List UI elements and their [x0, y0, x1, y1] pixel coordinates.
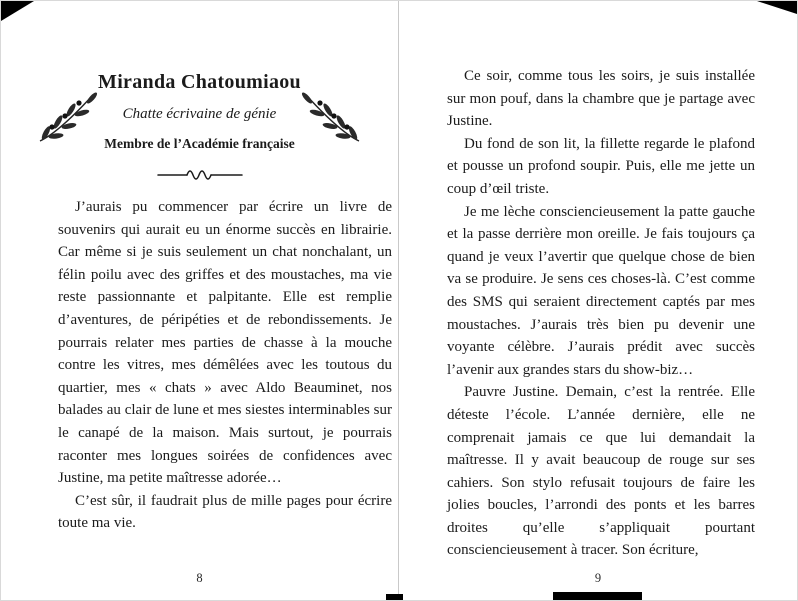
- page-number-left: 8: [196, 571, 203, 585]
- body-paragraph: Du fond de son lit, la fillette regarde le plafond et pousse un profond soupir. Puis, elle me jette un coup d’œil triste.: [447, 135, 755, 197]
- page-number-right: 9: [594, 571, 602, 585]
- chapter-header: [1, 1, 398, 183]
- right-page-body: [447, 65, 755, 562]
- olive-branch-right-icon: [300, 89, 364, 147]
- body-paragraph: Ce soir, comme tous les soirs, je suis installée sur mon pouf, dans la chambre que je partage avec Justine.: [447, 68, 755, 130]
- scan-artifact-bottom-notch: [386, 594, 403, 600]
- squiggle-divider-icon: [1, 167, 398, 183]
- left-page-body: [58, 196, 392, 535]
- body-paragraph: J’aurais pu commencer par écrire un livre de souvenirs qui aurait eu un énorme succès en librairie. Car même si je suis seulement un chat nonchalant, un félin poilu avec des griffes et des moustaches, ma vie reste passionnante et palpitante. Elle est remplie d’aventures, de péripéties et de rebondissements. Je pourrais relater mes parties de chasse à la mouche contre les vitres, mes démêlées avec les toutous du quartier, mes « chats » avec Aldo Beauminet, nos balades au clair de lune et mes siestes interminables sur le canapé de la maison. Mais surtout, je pourrais raconter mes longues soirées de confidences avec Justine, ma petite maîtresse adorée…: [58, 199, 392, 487]
- body-paragraph: Pauvre Justine. Demain, c’est la rentrée. Elle déteste l’école. L’année dernière, elle ne comprenait jamais ce que lui demandait la maîtresse. Il y avait beaucoup de rouge sur ses cahiers. Son stylo refusait toujours de faire les jolies boucles, l’arrondi des ponts et les barres droites qu’elle s’appliquait pourtant consciencieusement à tracer. Son écriture,: [447, 384, 755, 559]
- body-paragraph: Je me lèche consciencieusement la patte gauche et la passe derrière mon oreille. Je fais toujours ça quand je veux l’avertir que quelque chose de bien va se produire. Je sens ces choses-là. C’est comme des SMS qui seraient directement captés par mes moustaches. J’aurais très bien pu devenir une voyante célèbre. J’aurais prédit avec succès l’avenir aux grandes stars du show-biz…: [447, 203, 755, 378]
- scan-artifact-bottom-bar: [553, 592, 642, 600]
- page-right: [399, 1, 797, 600]
- author-subtitle: Chatte écrivaine de génie: [122, 106, 277, 122]
- body-paragraph: C’est sûr, il faudrait plus de mille pages pour écrire toute ma vie.: [58, 492, 392, 532]
- author-title: Miranda Chatoumiaou: [98, 71, 301, 93]
- author-membership: Membre de l’Académie française: [104, 136, 295, 151]
- olive-branch-left-icon: [35, 89, 99, 147]
- page-left: [1, 1, 399, 600]
